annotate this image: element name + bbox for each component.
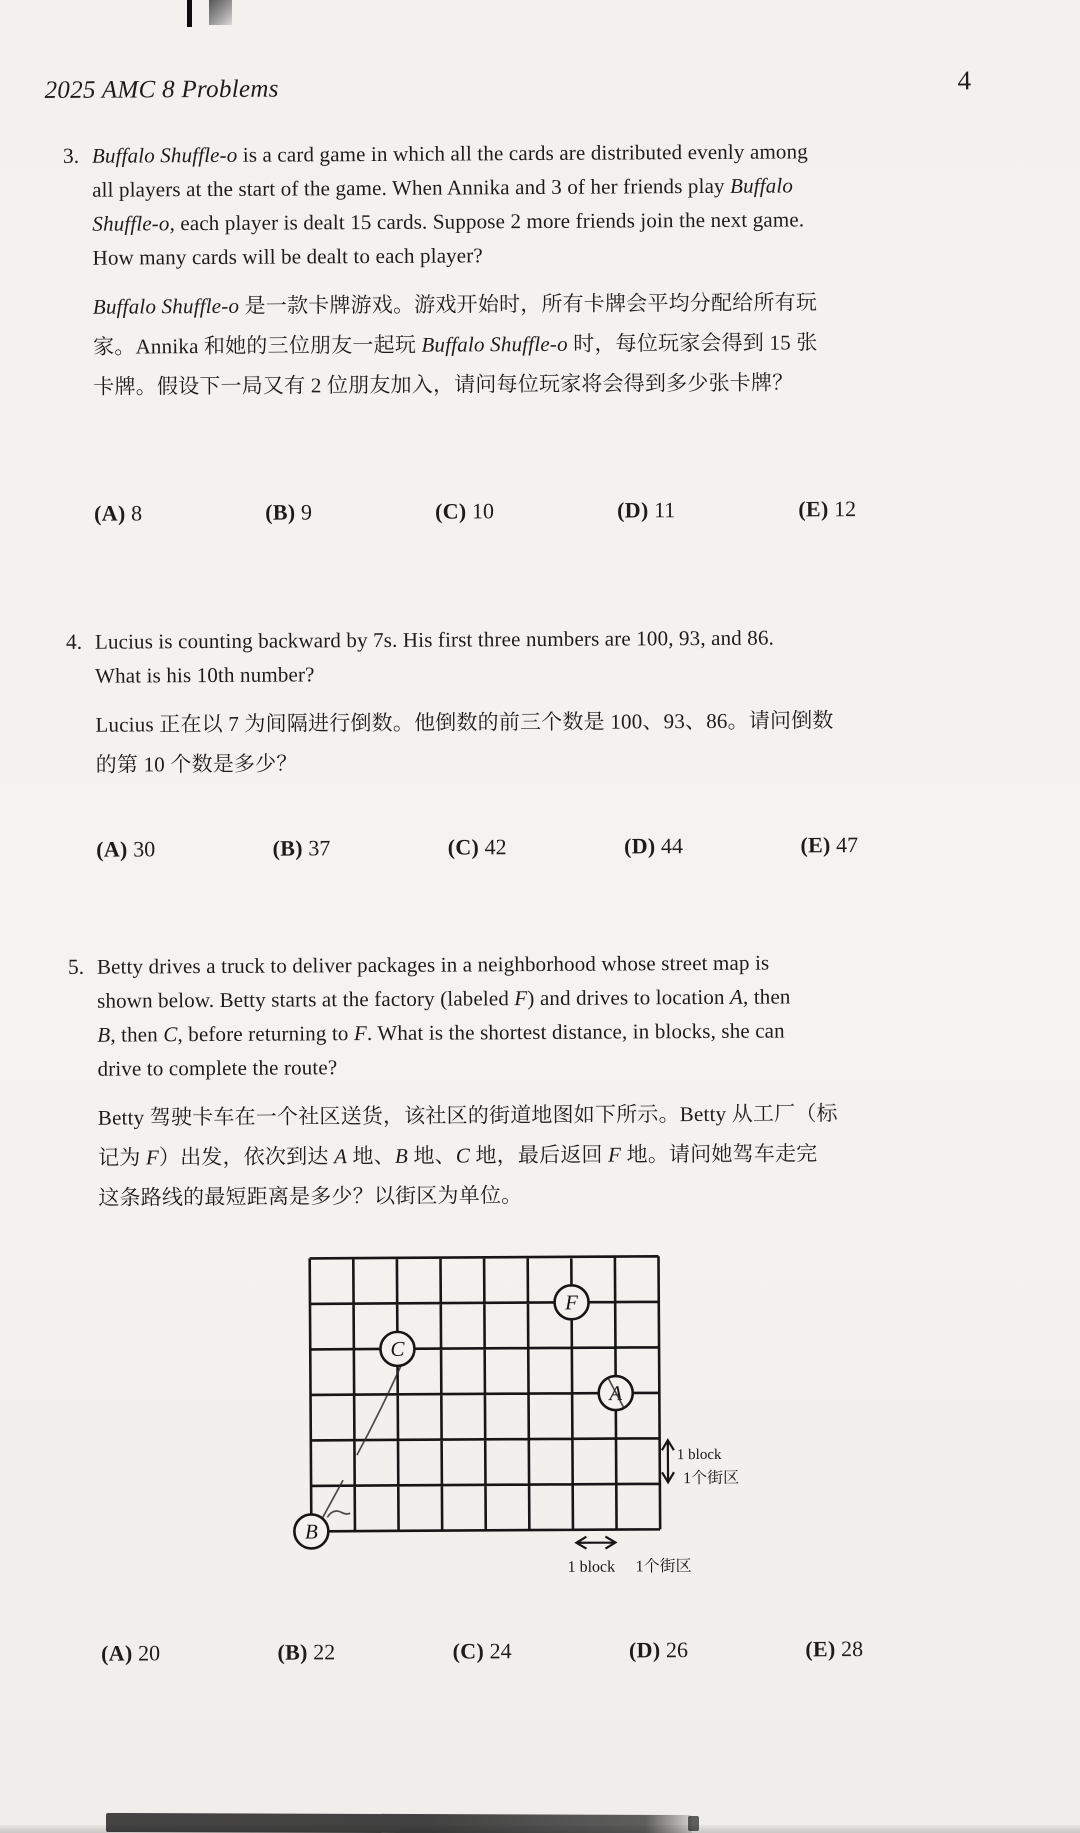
choice-B: (B) 37 bbox=[272, 835, 331, 861]
scan-artifact-top-block bbox=[209, 0, 232, 25]
text-line: Betty drives a truck to deliver packages in a neighborhood whose street map is bbox=[96, 950, 770, 979]
map-node-label-A: A bbox=[609, 1381, 623, 1406]
pencil-annotations bbox=[321, 1365, 402, 1518]
problem-3 bbox=[63, 134, 880, 527]
text-line: Lucius is counting backward by 7s. His first three numbers are 100, 93, and 86. bbox=[94, 625, 775, 654]
map-node-label-C: C bbox=[390, 1336, 405, 1361]
text-line: 记为 F）出发，依次到达 A 地、B 地、C 地，最后返回 F 地。请问她驾车走完 bbox=[98, 1141, 818, 1170]
choice-D: (D) 44 bbox=[623, 833, 684, 859]
text-line: 家。Annika 和她的三位朋友一起玩 Buffalo Shuffle-o 时，每位玩家会得到 15 张 bbox=[93, 330, 818, 359]
vertical-scale-label-zh: 1个街区 bbox=[682, 1469, 740, 1488]
choice-A: (A) 20 bbox=[101, 1640, 161, 1666]
text-line: Shuffle-o, each player is dealt 15 cards. Suppose 2 more friends join the next game. bbox=[92, 207, 805, 236]
text-line: Betty 驾驶卡车在一个社区送货，该社区的街道地图如下所示。Betty 从工厂（标 bbox=[97, 1101, 838, 1130]
choice-E: (E) 47 bbox=[800, 832, 859, 858]
problem-4 bbox=[66, 620, 882, 863]
map-node-label-F: F bbox=[565, 1290, 579, 1315]
map-node-label-B: B bbox=[304, 1519, 318, 1544]
street-map-svg bbox=[252, 1247, 754, 1595]
horizontal-scale-label-en: 1 block bbox=[567, 1558, 616, 1576]
problem-4-chinese-text bbox=[95, 700, 881, 785]
choice-B: (B) 22 bbox=[277, 1639, 336, 1665]
scan-artifact-top-line bbox=[187, 0, 192, 27]
problem-5-number: 5. bbox=[67, 954, 85, 979]
horizontal-scale-label-zh: 1个街区 bbox=[635, 1558, 692, 1576]
problem-3-chinese-text bbox=[93, 282, 880, 407]
problem-4-number: 4. bbox=[65, 629, 83, 654]
page-number: 4 bbox=[957, 65, 972, 96]
text-line: What is his 10th number? bbox=[95, 662, 315, 688]
problem-4-english-text bbox=[95, 620, 881, 693]
choice-A: (A) 30 bbox=[96, 836, 156, 862]
text-line: 这条路线的最短距离是多少？以街区为单位。 bbox=[98, 1183, 523, 1210]
street-map-diagram bbox=[252, 1247, 754, 1595]
problem-4-body bbox=[95, 620, 882, 785]
problem-5-english-text bbox=[97, 945, 884, 1086]
choice-D: (D) 26 bbox=[628, 1637, 688, 1663]
text-line: drive to complete the route? bbox=[97, 1055, 338, 1081]
scan-artifact-bottom-edge bbox=[0, 1825, 1080, 1833]
choice-C: (C) 10 bbox=[434, 498, 495, 524]
problem-3-body bbox=[92, 134, 880, 407]
text-line: B, then C, before returning to F. What is the shortest distance, in blocks, she can bbox=[97, 1018, 785, 1047]
problem-4-answer-choices bbox=[96, 832, 858, 863]
text-line: Lucius 正在以 7 为间隔进行倒数。他倒数的前三个数是 100、93、86。请问倒数 bbox=[95, 708, 834, 737]
problem-3-number: 3. bbox=[62, 143, 80, 168]
vertical-scale-label-en: 1 block bbox=[676, 1446, 722, 1464]
choice-C: (C) 42 bbox=[447, 834, 507, 860]
choice-B: (B) 9 bbox=[265, 499, 313, 525]
problem-3-answer-choices bbox=[94, 496, 856, 527]
choice-C: (C) 24 bbox=[452, 1638, 512, 1664]
problem-5-chinese-text bbox=[98, 1093, 885, 1218]
text-line: How many cards will be dealt to each player? bbox=[92, 243, 483, 270]
text-line: Buffalo Shuffle-o is a card game in which all the cards are distributed evenly among bbox=[91, 139, 808, 168]
text-line: Buffalo Shuffle-o 是一款卡牌游戏。游戏开始时，所有卡牌会平均分配给所有玩 bbox=[92, 290, 818, 319]
text-line: 卡牌。假设下一局又有 2 位朋友加入，请问每位玩家将会得到多少张卡牌？ bbox=[93, 370, 794, 399]
choice-D: (D) 11 bbox=[617, 497, 676, 523]
choice-E: (E) 12 bbox=[798, 496, 857, 522]
text-line: all players at the start of the game. When Annika and 3 of her friends play Buffalo bbox=[92, 173, 794, 202]
problem-5-body bbox=[97, 945, 885, 1218]
choice-A: (A) 8 bbox=[94, 500, 143, 526]
choice-E: (E) 28 bbox=[805, 1636, 864, 1662]
text-line: shown below. Betty starts at the factory (labeled F) and drives to location A, then bbox=[97, 984, 791, 1013]
document-header-title: 2025 AMC 8 Problems bbox=[44, 75, 279, 105]
text-line: 的第 10 个数是多少？ bbox=[95, 751, 298, 777]
problem-5-answer-choices bbox=[101, 1636, 863, 1667]
problem-3-english-text bbox=[92, 134, 879, 275]
